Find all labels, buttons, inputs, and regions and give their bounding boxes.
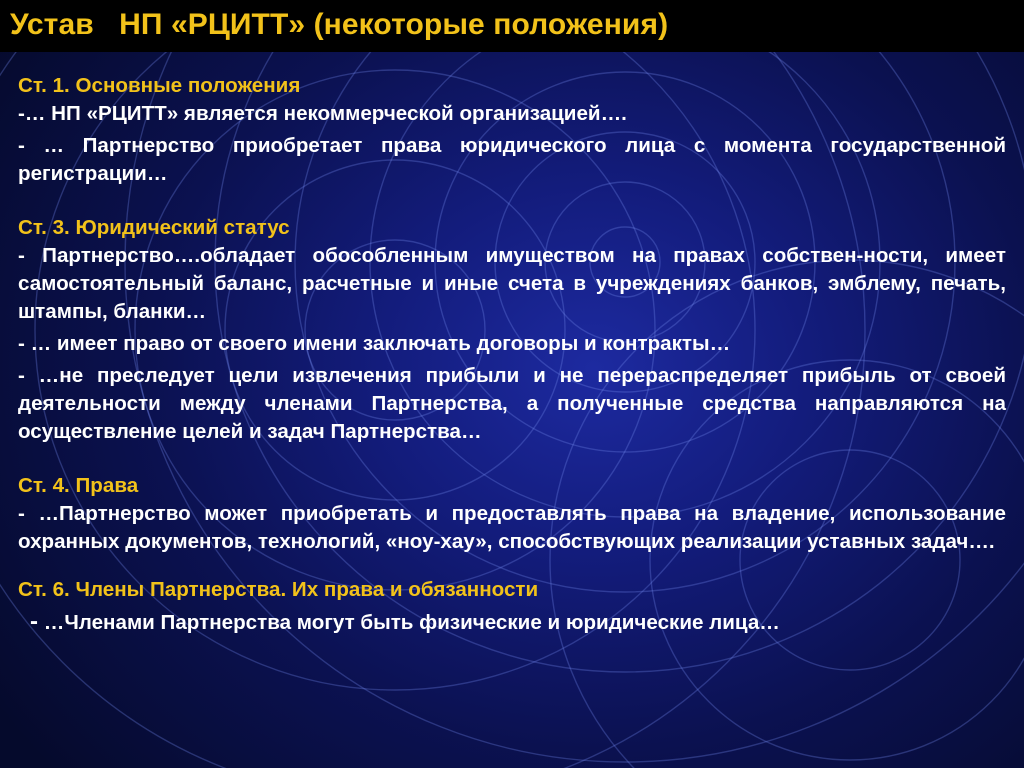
slide-title: Устав НП «РЦИТТ» (некоторые положения) xyxy=(10,8,669,41)
section-heading-article-1: Ст. 1. Основные положения xyxy=(18,74,301,97)
section-heading-article-3: Ст. 3. Юридический статус xyxy=(18,216,290,239)
article-1-item-2: - … Партнерство приобретает права юридического лица с момента государственной регистрации… xyxy=(18,134,1006,185)
article-4-item-1: - …Партнерство может приобретать и предоставлять права на владение, использование охранных документов, технологий, «ноу-хау», способствующих реализации уставных задач…. xyxy=(18,502,1006,553)
title-bar xyxy=(0,0,1024,52)
section-heading-article-6: Ст. 6. Члены Партнерства. Их права и обязанности xyxy=(18,578,539,601)
article-3-item-2: - … имеет право от своего имени заключать договоры и контракты… xyxy=(18,332,731,355)
article-3-item-1: - Партнерство….обладает обособленным имуществом на правах собствен-ности, имеет самостоятельный баланс, расчетные и иные счета в учреждениях банков, эмблему, печать, штампы, бланки… xyxy=(18,244,1006,323)
list-dash: - xyxy=(30,608,38,635)
article-6-item-text: …Членами Партнерства могут быть физические и юридические лица… xyxy=(38,611,780,634)
section-heading-article-4: Ст. 4. Права xyxy=(18,474,139,497)
article-6-item-1 xyxy=(30,608,1006,637)
article-3-item-3: - …не преследует цели извлечения прибыли и не перераспределяет прибыль от своей деятельности между членами Партнерства, а полученные средства направляются на осуществление целей и задач Партнерства… xyxy=(18,364,1006,443)
article-1-item-1: -… НП «РЦИТТ» является некоммерческой организацией…. xyxy=(18,102,627,125)
slide-body xyxy=(18,72,1006,637)
